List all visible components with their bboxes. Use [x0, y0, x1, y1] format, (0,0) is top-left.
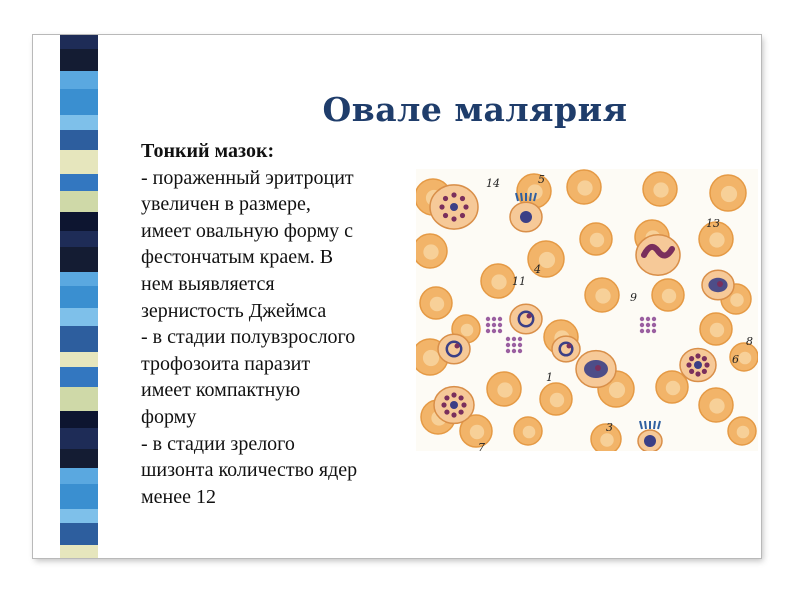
merozoite: [451, 192, 456, 197]
figure-number-label: 5: [538, 173, 545, 186]
figure-number-label: 6: [732, 353, 739, 366]
free-merozoite: [498, 329, 502, 333]
merozoite: [451, 216, 456, 221]
merozoite: [460, 213, 465, 218]
subheading: Тонкий мазок:: [141, 140, 275, 162]
free-merozoite: [492, 323, 496, 327]
blood-smear-drawing: [416, 169, 758, 451]
free-merozoite: [646, 323, 650, 327]
free-merozoite: [486, 317, 490, 321]
free-merozoite: [498, 317, 502, 321]
merozoite: [444, 409, 449, 414]
figure-number-label: 9: [630, 291, 637, 304]
free-merozoite: [486, 329, 490, 333]
text-line: зернистость Джеймса: [141, 299, 327, 322]
merozoite: [463, 204, 468, 209]
merozoite: [460, 196, 465, 201]
free-merozoite: [640, 323, 644, 327]
merozoite: [443, 196, 448, 201]
free-merozoite: [512, 343, 516, 347]
free-merozoite: [646, 317, 650, 321]
free-merozoite: [492, 329, 496, 333]
free-merozoite: [652, 329, 656, 333]
merozoite: [704, 362, 709, 367]
text-line: форму: [141, 405, 197, 428]
infected-cell: [552, 336, 580, 362]
merozoite: [695, 353, 700, 358]
text-line: шизонта количество ядер: [141, 459, 358, 482]
merozoite: [444, 395, 449, 400]
free-merozoite: [512, 349, 516, 353]
merozoite: [458, 395, 463, 400]
free-merozoite: [518, 343, 522, 347]
figure-number-label: 11: [512, 275, 526, 288]
free-merozoite: [506, 337, 510, 341]
free-merozoite: [518, 337, 522, 341]
figure-number-label: 13: [706, 217, 720, 230]
text-line: нем выявляется: [141, 272, 275, 295]
merozoite: [451, 392, 456, 397]
free-merozoite: [492, 317, 496, 321]
text-line: имеет компактную: [141, 379, 301, 402]
free-merozoite: [506, 349, 510, 353]
merozoite: [702, 369, 707, 374]
merozoite: [451, 412, 456, 417]
body-text: [141, 138, 413, 510]
slide-title: Овале малярия: [322, 90, 628, 129]
merozoite: [443, 213, 448, 218]
infected-cell: [438, 334, 470, 363]
figure-number-label: 7: [478, 441, 485, 451]
free-merozoite: [498, 323, 502, 327]
decorative-stripe-bar: [60, 35, 98, 558]
free-merozoite: [640, 317, 644, 321]
text-line: - в стадии полувзрослого: [141, 326, 356, 349]
free-merozoite: [640, 329, 644, 333]
text-line: трофозоита паразит: [141, 352, 311, 375]
free-merozoite: [506, 343, 510, 347]
text-line: увеличен в размере,: [141, 193, 311, 216]
text-line: имеет овальную форму с: [141, 219, 354, 242]
figure-number-label: 3: [606, 421, 613, 434]
text-line: - в стадии зрелого: [141, 432, 295, 455]
merozoite: [689, 369, 694, 374]
merozoite: [702, 356, 707, 361]
figure-number-label: 8: [746, 335, 753, 348]
merozoite: [458, 409, 463, 414]
figure-number-label: 1: [546, 371, 553, 384]
free-merozoite: [486, 323, 490, 327]
merozoite: [689, 356, 694, 361]
text-line: - пораженный эритроцит: [141, 166, 354, 189]
free-merozoite: [652, 323, 656, 327]
merozoite: [461, 402, 466, 407]
merozoite: [439, 204, 444, 209]
figure-number-label: 4: [534, 263, 541, 276]
free-merozoite: [512, 337, 516, 341]
slide: [33, 35, 761, 558]
free-merozoite: [652, 317, 656, 321]
merozoite: [686, 362, 691, 367]
text-line: менее 12: [141, 485, 216, 508]
text-line: фестончатым краем. В: [141, 246, 334, 269]
infected-cell: [510, 304, 542, 333]
free-merozoite: [646, 329, 650, 333]
merozoite: [695, 371, 700, 376]
figure-number-label: 14: [486, 177, 500, 190]
merozoite: [441, 402, 446, 407]
blood-smear-illustration: [416, 169, 758, 451]
free-merozoite: [518, 349, 522, 353]
